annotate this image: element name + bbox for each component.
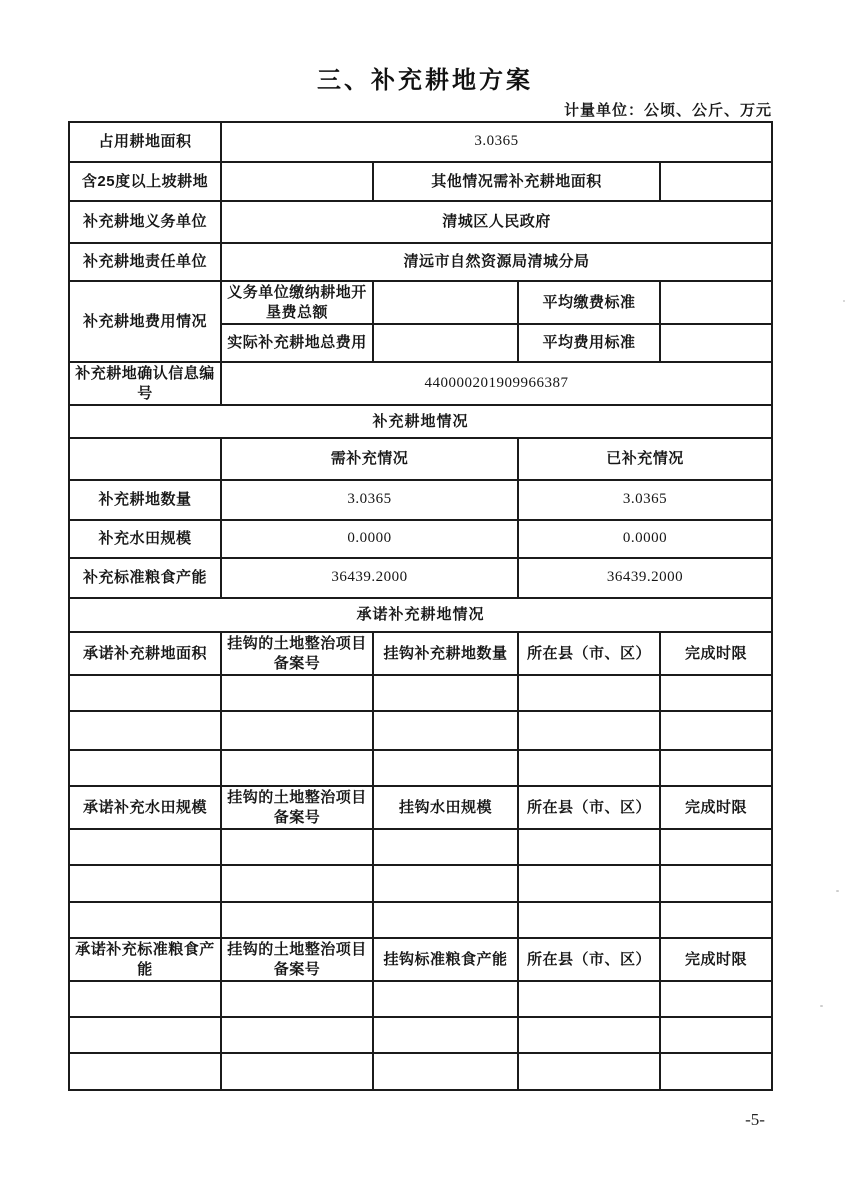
table-cell: 挂钩补充耕地数量 xyxy=(373,632,518,675)
table-cell-empty xyxy=(221,865,373,902)
table-cell-empty xyxy=(69,981,221,1017)
table-cell-empty xyxy=(373,750,518,786)
table-row xyxy=(69,162,772,201)
table-cell: 实际补充耕地总费用 xyxy=(221,324,373,362)
table-cell: 挂钩水田规模 xyxy=(373,786,518,829)
table-cell-empty xyxy=(373,711,518,750)
table-cell: 承诺补充耕地面积 xyxy=(69,632,221,675)
table-row xyxy=(69,1017,772,1053)
table-row xyxy=(69,243,772,281)
table-cell: 其他情况需补充耕地面积 xyxy=(373,162,660,201)
table-row xyxy=(69,675,772,711)
table-cell-empty xyxy=(221,1053,373,1090)
table-cell-empty xyxy=(660,981,772,1017)
table-cell-empty xyxy=(518,711,660,750)
table-cell-empty xyxy=(660,902,772,938)
table-row xyxy=(69,438,772,480)
table-cell: 补充耕地责任单位 xyxy=(69,243,221,281)
table-row xyxy=(69,122,772,162)
table-cell-empty xyxy=(373,324,518,362)
table-cell: 所在县（市、区） xyxy=(518,938,660,981)
table-cell-empty xyxy=(69,902,221,938)
scan-speck xyxy=(836,890,839,892)
table-cell: 承诺补充水田规模 xyxy=(69,786,221,829)
table-cell-empty xyxy=(221,675,373,711)
table-cell-empty xyxy=(660,711,772,750)
table-row xyxy=(69,865,772,902)
form-table-body xyxy=(69,122,772,1090)
table-cell: 清城区人民政府 xyxy=(221,201,772,243)
table-cell: 0.0000 xyxy=(221,520,518,558)
table-cell: 平均费用标准 xyxy=(518,324,660,362)
table-cell-empty xyxy=(221,750,373,786)
table-cell: 完成时限 xyxy=(660,938,772,981)
table-cell: 440000201909966387 xyxy=(221,362,772,405)
table-cell: 承诺补充耕地情况 xyxy=(69,598,772,632)
table-cell-empty xyxy=(373,675,518,711)
page-title: 三、补充耕地方案 xyxy=(317,67,533,94)
table-cell: 补充耕地义务单位 xyxy=(69,201,221,243)
table-cell-empty xyxy=(221,162,373,201)
table-cell: 需补充情况 xyxy=(221,438,518,480)
table-cell-empty xyxy=(221,711,373,750)
table-cell: 平均缴费标准 xyxy=(518,281,660,324)
table-cell: 挂钩的土地整治项目备案号 xyxy=(221,632,373,675)
table-cell-empty xyxy=(373,829,518,865)
table-cell: 义务单位缴纳耕地开垦费总额 xyxy=(221,281,373,324)
table-cell-empty xyxy=(69,750,221,786)
table-row xyxy=(69,750,772,786)
table-cell-empty xyxy=(660,829,772,865)
table-row xyxy=(69,711,772,750)
table-cell-empty xyxy=(373,902,518,938)
table-cell-empty xyxy=(518,675,660,711)
page-number: -5- xyxy=(745,1110,765,1129)
table-cell-empty xyxy=(660,162,772,201)
table-cell-empty xyxy=(373,1053,518,1090)
table-row xyxy=(69,981,772,1017)
form-table xyxy=(68,121,773,1091)
scan-speck xyxy=(820,1005,823,1007)
table-cell: 3.0365 xyxy=(221,480,518,520)
table-cell: 占用耕地面积 xyxy=(69,122,221,162)
table-cell: 承诺补充标准粮食产能 xyxy=(69,938,221,981)
table-cell-empty xyxy=(518,981,660,1017)
table-cell: 补充标准粮食产能 xyxy=(69,558,221,598)
table-cell-empty xyxy=(660,1053,772,1090)
table-cell-empty xyxy=(518,902,660,938)
unit-note: 计量单位：公顷、公斤、万元 xyxy=(563,102,772,119)
table-cell: 清远市自然资源局清城分局 xyxy=(221,243,772,281)
table-row xyxy=(69,480,772,520)
table-cell: 完成时限 xyxy=(660,632,772,675)
table-cell: 所在县（市、区） xyxy=(518,632,660,675)
table-row xyxy=(69,405,772,438)
table-cell-empty xyxy=(69,1053,221,1090)
table-cell: 补充耕地确认信息编号 xyxy=(69,362,221,405)
scan-speck xyxy=(843,300,845,302)
table-cell: 36439.2000 xyxy=(518,558,772,598)
table-cell: 挂钩的土地整治项目备案号 xyxy=(221,786,373,829)
table-cell-empty xyxy=(373,1017,518,1053)
table-row xyxy=(69,902,772,938)
table-cell-empty xyxy=(373,865,518,902)
table-cell-empty xyxy=(221,902,373,938)
table-cell-empty xyxy=(69,829,221,865)
table-cell: 已补充情况 xyxy=(518,438,772,480)
table-cell-empty xyxy=(518,829,660,865)
table-cell-empty xyxy=(69,1017,221,1053)
table-cell: 补充耕地情况 xyxy=(69,405,772,438)
table-cell: 补充耕地数量 xyxy=(69,480,221,520)
table-row xyxy=(69,786,772,829)
table-cell: 含25度以上坡耕地 xyxy=(69,162,221,201)
table-cell: 完成时限 xyxy=(660,786,772,829)
table-cell-empty xyxy=(69,865,221,902)
table-cell-empty xyxy=(69,711,221,750)
table-cell-empty xyxy=(660,750,772,786)
table-cell-empty xyxy=(69,438,221,480)
table-cell: 36439.2000 xyxy=(221,558,518,598)
table-cell: 挂钩标准粮食产能 xyxy=(373,938,518,981)
table-row xyxy=(69,558,772,598)
table-cell-empty xyxy=(518,750,660,786)
table-row xyxy=(69,201,772,243)
table-cell-empty xyxy=(660,675,772,711)
table-cell-empty xyxy=(373,281,518,324)
table-cell: 3.0365 xyxy=(518,480,772,520)
table-cell-empty xyxy=(518,1053,660,1090)
table-cell-empty xyxy=(660,1017,772,1053)
table-cell: 补充耕地费用情况 xyxy=(69,281,221,362)
table-cell: 3.0365 xyxy=(221,122,772,162)
table-row xyxy=(69,632,772,675)
table-row xyxy=(69,829,772,865)
table-cell-empty xyxy=(373,981,518,1017)
table-cell-empty xyxy=(660,281,772,324)
table-cell: 所在县（市、区） xyxy=(518,786,660,829)
table-row xyxy=(69,598,772,632)
table-row xyxy=(69,938,772,981)
table-cell: 挂钩的土地整治项目备案号 xyxy=(221,938,373,981)
table-row xyxy=(69,520,772,558)
table-cell-empty xyxy=(518,1017,660,1053)
table-row xyxy=(69,281,772,324)
table-cell-empty xyxy=(221,981,373,1017)
table-cell-empty xyxy=(660,324,772,362)
table-cell: 0.0000 xyxy=(518,520,772,558)
table-cell-empty xyxy=(69,675,221,711)
table-cell: 补充水田规模 xyxy=(69,520,221,558)
table-cell-empty xyxy=(221,1017,373,1053)
table-cell-empty xyxy=(518,865,660,902)
table-row xyxy=(69,1053,772,1090)
table-cell-empty xyxy=(221,829,373,865)
table-row xyxy=(69,362,772,405)
table-cell-empty xyxy=(660,865,772,902)
